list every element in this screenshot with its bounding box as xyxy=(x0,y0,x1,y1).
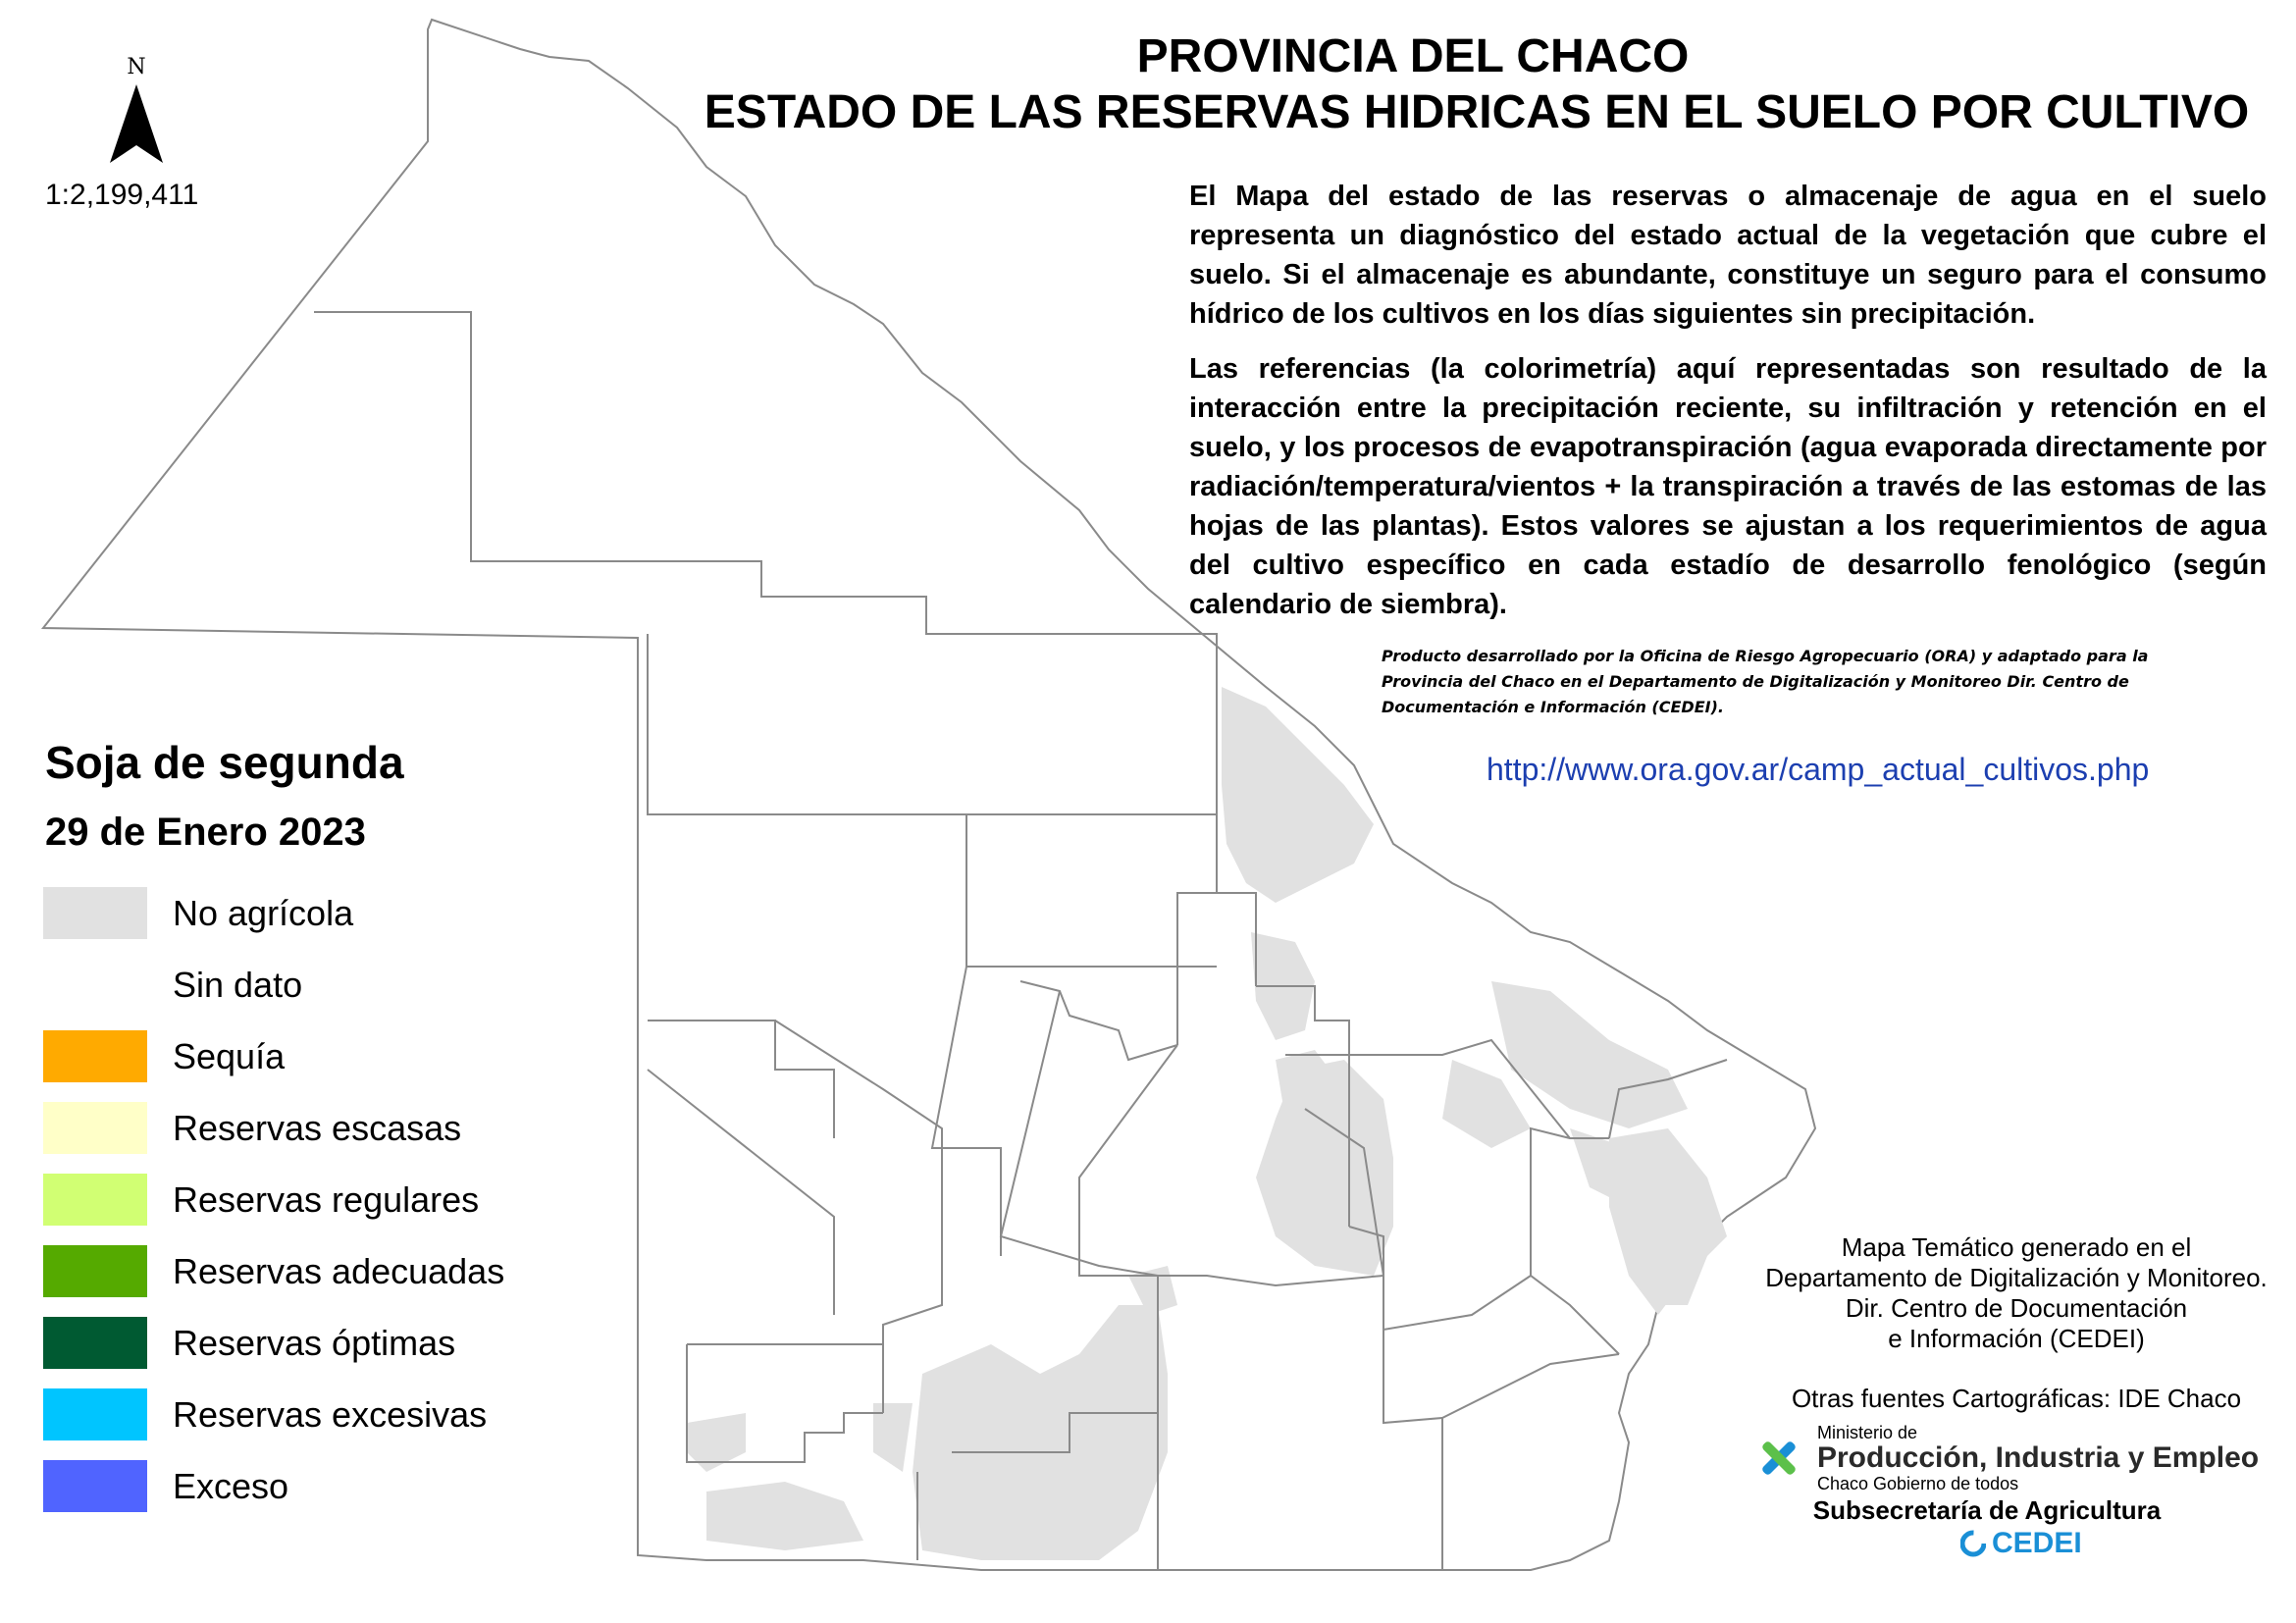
other-sources: Otras fuentes Cartográficas: IDE Chaco xyxy=(1791,1384,2242,1413)
legend-label: Sin dato xyxy=(173,964,303,1005)
legend-item xyxy=(43,1164,504,1235)
title-subject: ESTADO DE LAS RESERVAS HIDRICAS EN EL SUELO POR CULTIVO xyxy=(704,86,2250,138)
scale-label: 1:2,199,411 xyxy=(45,179,199,211)
generated-line-1: Mapa Temático generado en el xyxy=(1841,1232,2192,1262)
generated-line-2: Departamento de Digitalización y Monitoreo. xyxy=(1765,1263,2268,1292)
ministry-logo xyxy=(1756,1423,2259,1493)
ministry-line-1: Ministerio de xyxy=(1817,1423,1918,1442)
cedei-logo-text: CEDEI xyxy=(1992,1527,2082,1559)
generated-line-4: e Información (CEDEI) xyxy=(1888,1324,2145,1353)
description-paragraph-1: El Mapa del estado de las reservas o almacenaje de agua en el suelo representa un diagnóstico del estado actual de la vegetación que cubre el suelo. Si el almacenaje es abundante, constituye un seguro para el consumo hídrico de los cultivos en los días siguientes sin precipitación. xyxy=(1189,181,2267,330)
legend-item xyxy=(43,1379,504,1450)
legend-label: Reservas regulares xyxy=(173,1178,480,1220)
legend-swatch xyxy=(43,1102,147,1154)
cedei-logo xyxy=(1960,1527,2082,1560)
legend-item xyxy=(43,1021,504,1092)
legend xyxy=(43,877,504,1522)
legend-label: Exceso xyxy=(173,1465,289,1506)
legend-item xyxy=(43,949,504,1021)
map-description xyxy=(1189,177,2267,640)
description-paragraph-2: Las referencias (la colorimetría) aquí representadas son resultado de la interacción entre la precipitación reciente, su infiltración y retención en el suelo, y los procesos de evapotranspiración (agua evaporada directamente por radiación/temperatura/vientos + la transpiración a través de las estomas de las hojas de las plantas). Estos valores se ajustan a los requerimientos de agua del cultivo específico en cada estadío de desarrollo fenológico (según calendario de siembra). xyxy=(1189,353,2267,620)
cedei-logo-icon xyxy=(1960,1529,1986,1558)
legend-swatch xyxy=(43,887,147,939)
legend-swatch xyxy=(43,959,147,1011)
legend-item xyxy=(43,877,504,949)
subsecretaria-label: Subsecretaría de Agricultura xyxy=(1812,1495,2162,1525)
legend-title: Soja de segunda xyxy=(45,737,404,788)
north-label: N xyxy=(127,55,146,79)
ministry-line-3: Chaco Gobierno de todos xyxy=(1817,1474,2019,1493)
legend-item xyxy=(43,1092,504,1164)
legend-date: 29 de Enero 2023 xyxy=(45,811,366,854)
legend-swatch xyxy=(43,1174,147,1226)
legend-label: Reservas óptimas xyxy=(173,1322,456,1363)
legend-swatch xyxy=(43,1388,147,1440)
legend-swatch xyxy=(43,1245,147,1297)
ministry-line-2: Producción, Industria y Empleo xyxy=(1817,1441,2260,1474)
north-arrow xyxy=(104,55,169,172)
legend-label: Sequía xyxy=(173,1035,286,1076)
ministry-text xyxy=(1817,1423,2259,1493)
legend-swatch xyxy=(43,1030,147,1082)
north-arrow-icon xyxy=(104,80,169,167)
source-link[interactable]: http://www.ora.gov.ar/camp_actual_cultivos.php xyxy=(1487,752,2150,787)
legend-swatch xyxy=(43,1460,147,1512)
legend-item xyxy=(43,1235,504,1307)
title-province: PROVINCIA DEL CHACO xyxy=(1136,30,1690,82)
legend-label: Reservas excesivas xyxy=(173,1393,488,1435)
ministry-cross-icon xyxy=(1756,1436,1801,1481)
legend-label: Reservas escasas xyxy=(173,1107,462,1148)
legend-swatch xyxy=(43,1317,147,1369)
map-title xyxy=(667,29,2286,141)
legend-item xyxy=(43,1450,504,1522)
legend-label: No agrícola xyxy=(173,892,354,933)
generated-line-3: Dir. Centro de Documentación xyxy=(1845,1293,2188,1323)
legend-item xyxy=(43,1307,504,1379)
legend-label: Reservas adecuadas xyxy=(173,1250,505,1291)
credit-note: Producto desarrollado por la Oficina de Riesgo Agropecuario (ORA) y adaptado para la Provincia del Chaco en el Departamento de Digitalización y Monitoreo Dir. Centro de Documentación e Información (CEDEI). xyxy=(1382,647,2149,716)
generated-info xyxy=(1737,1232,2296,1354)
